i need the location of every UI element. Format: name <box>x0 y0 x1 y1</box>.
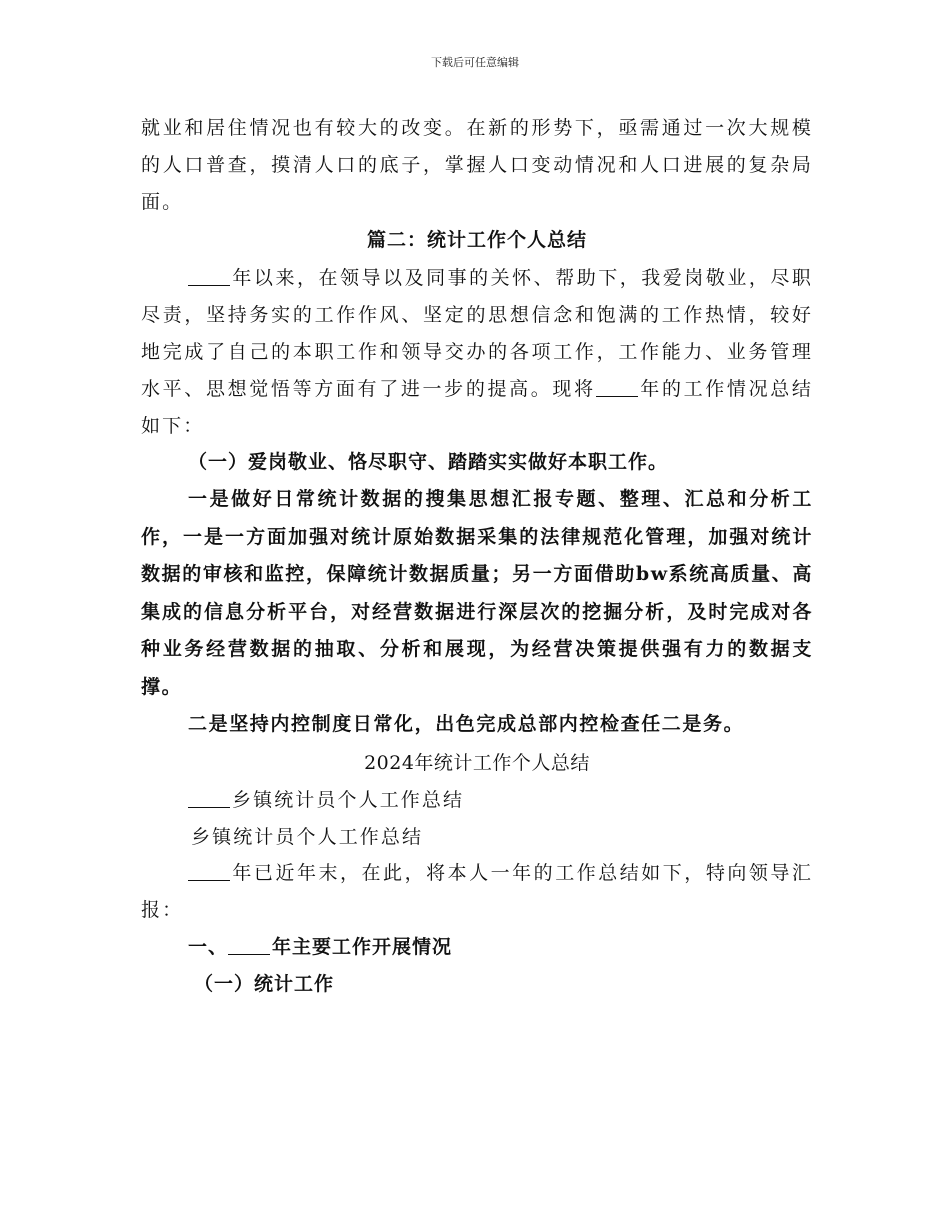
paragraph-township-1 <box>141 782 813 819</box>
paragraph-intro-text: 年以来，在领导以及同事的关怀、帮助下，我爱岗敬业，尽职尽责，坚持务实的工作作风、坚定的思想信念和饱满的工作热情，较好地完成了自己的本职工作和领导交办的各项工作，工作能力、业务管理水平、思想觉悟等方面有了进一步的提高。现将 <box>141 267 813 400</box>
section-title: 篇二：统计工作个人总结 <box>366 229 587 252</box>
blank-underline <box>188 267 230 286</box>
page-header: 下载后可任意编辑 <box>431 56 519 69</box>
paragraph-year-end-text: 年已近年末，在此，将本人一年的工作总结如下，特向领导汇报： <box>141 862 813 922</box>
paragraph-intro <box>141 260 813 444</box>
blank-underline <box>188 789 230 808</box>
paragraph-item-2: 二是坚持内控制度日常化，出色完成总部内控检查任二是务。 <box>188 713 745 736</box>
paragraph-township-1-text: 乡镇统计员个人工作总结 <box>232 788 465 811</box>
paragraph-item-1: 一是做好日常统计数据的搜集思想汇报专题、整理、汇总和分析工作，一是一方面加强对统计原始数据采集的法律规范化管理，加强对统计数据的审核和监控，保障统计数据质量；另一方面借助bw系统高质量、高集成的信息分析平台，对经营数据进行深层次的挖掘分析，及时完成对各种业务经营数据的抽取、分析和展现，为经营决策提供强有力的数据支撑。 <box>141 488 813 698</box>
heading-main-work-prefix: 一、 <box>188 936 229 959</box>
paragraph-year-end <box>141 855 813 929</box>
section-title-2024: 2024年统计工作个人总结 <box>364 751 590 774</box>
subheading-1: （一）爱岗敬业、恪尽职守、踏踏实实做好本职工作。 <box>188 451 669 474</box>
heading-statistics-work: （一）统计工作 <box>194 973 335 996</box>
blank-underline <box>228 936 270 955</box>
paragraph-township-2: 乡镇统计员个人工作总结 <box>191 825 424 848</box>
document-body <box>141 110 813 1003</box>
blank-underline <box>188 862 230 881</box>
paragraph-continuation: 就业和居住情况也有较大的改变。在新的形势下，亟需通过一次大规模的人口普查，摸清人口的底子，掌握人口变动情况和人口进展的复杂局面。 <box>141 117 813 213</box>
heading-main-work-text: 年主要工作开展情况 <box>272 936 453 959</box>
bold-section <box>141 481 813 744</box>
heading-main-work <box>141 929 813 966</box>
blank-underline <box>596 378 638 397</box>
paragraph-intro-text-2: 年的工作情况总结如下： <box>141 377 813 437</box>
